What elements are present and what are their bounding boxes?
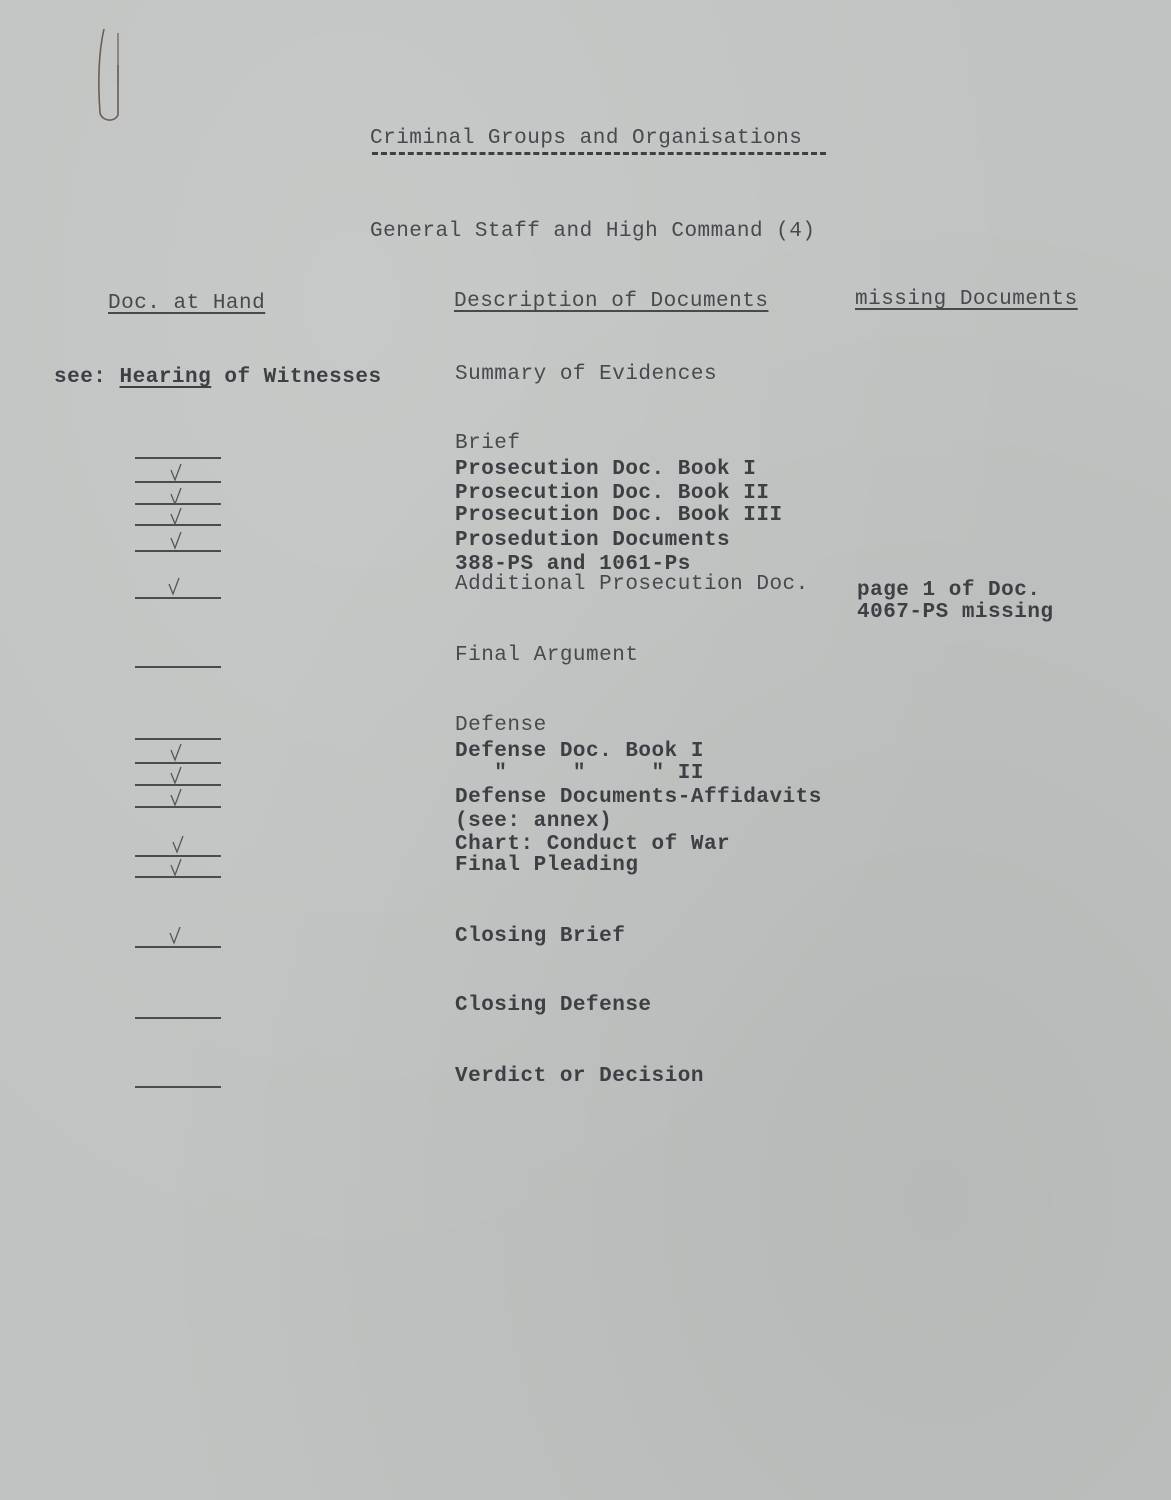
row-defense-book-1: Defense Doc. Book I xyxy=(455,740,704,763)
row-brief: Brief xyxy=(455,432,521,455)
row-final-pleading: Final Pleading xyxy=(455,854,639,877)
see-note-rest: of Witnesses xyxy=(211,366,382,389)
row-prosecution-book-2: Prosecution Doc. Book II xyxy=(455,482,770,505)
check-mark-icon xyxy=(169,506,183,528)
paper-clip-mark xyxy=(92,25,126,125)
row-final-argument: Final Argument xyxy=(455,644,639,667)
check-mark-icon xyxy=(167,576,181,598)
column-heading-at-hand: Doc. at Hand xyxy=(108,292,266,315)
blank-line-final-argument xyxy=(135,666,221,668)
row-summary: Summary of Evidences xyxy=(455,363,718,386)
missing-note-line-1: page 1 of Doc. xyxy=(857,579,1041,602)
title-dashed-rule xyxy=(372,152,826,155)
check-mark-icon xyxy=(168,925,182,947)
row-prosecution-book-1: Prosecution Doc. Book I xyxy=(455,458,757,481)
check-mark-icon xyxy=(169,857,183,879)
row-see-annex: (see: annex) xyxy=(455,810,613,833)
row-closing-defense: Closing Defense xyxy=(455,994,652,1017)
row-closing-brief: Closing Brief xyxy=(455,925,626,948)
check-mark-icon xyxy=(169,530,183,552)
check-mark-icon xyxy=(169,462,183,484)
check-mark-icon xyxy=(171,834,185,856)
blank-line-closing-defense xyxy=(135,1017,221,1019)
row-defense-book-2: " " " II xyxy=(455,762,704,785)
blank-line-verdict xyxy=(135,1086,221,1088)
row-prosecution-book-3: Prosecution Doc. Book III xyxy=(455,504,783,527)
see-note xyxy=(54,366,382,390)
row-defense: Defense xyxy=(455,714,547,737)
check-mark-icon xyxy=(169,742,183,764)
row-prosecution-doc-numbers: 388-PS and 1061-Ps xyxy=(455,553,691,576)
column-heading-missing: missing Documents xyxy=(855,288,1078,311)
row-prosecution-documents: Prosedution Documents xyxy=(455,529,731,552)
row-verdict: Verdict or Decision xyxy=(455,1065,704,1088)
row-chart-conduct-of-war: Chart: Conduct of War xyxy=(455,833,731,856)
check-mark-icon xyxy=(169,765,183,787)
check-mark-icon xyxy=(169,486,183,508)
see-note-hearing: Hearing xyxy=(119,366,212,389)
blank-line-brief xyxy=(135,457,221,459)
row-additional-prosecution: Additional Prosecution Doc. xyxy=(455,573,809,596)
check-mark-icon xyxy=(169,787,183,809)
document-title: Criminal Groups and Organisations xyxy=(370,127,803,150)
blank-line-defense xyxy=(135,738,221,740)
missing-note-line-2: 4067-PS missing xyxy=(857,601,1054,624)
document-subtitle: General Staff and High Command (4) xyxy=(370,220,816,243)
row-defense-affidavits: Defense Documents-Affidavits xyxy=(455,786,822,809)
see-note-prefix: see: xyxy=(54,366,120,389)
column-heading-description: Description of Documents xyxy=(454,290,769,313)
